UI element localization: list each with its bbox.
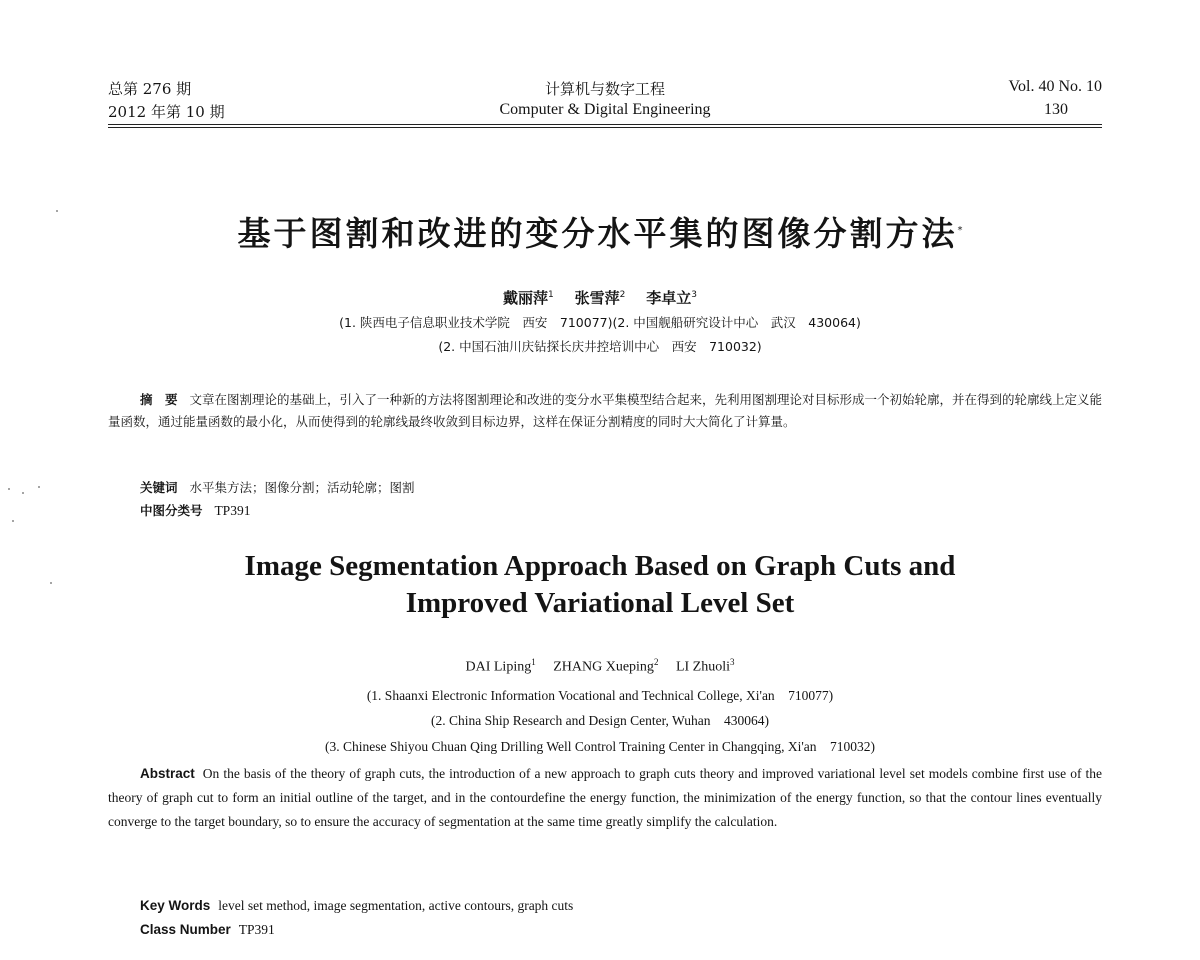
paper-title-en-line2: Improved Variational Level Set <box>405 587 795 619</box>
class-en-value: TP391 <box>238 922 275 937</box>
paper-title-cn-text: 基于图割和改进的变分水平集的图像分割方法 <box>237 214 958 253</box>
journal-title-en: Computer & Digital Engineering <box>499 101 711 118</box>
header-rule-thin <box>108 127 1102 128</box>
abstract-cn-label: 摘 要 <box>140 392 178 407</box>
keywords-en-text: level set method, image segmentation, active contours, graph cuts <box>218 898 574 913</box>
class-cn-label: 中图分类号 <box>140 503 203 518</box>
author-cn: 张雪萍 <box>574 289 620 307</box>
affiliation-en: (1. Shaanxi Electronic Information Vocational and Technical College, Xi'an 710077) <box>366 688 834 703</box>
scan-speck <box>50 582 52 584</box>
paper-title-en-line1: Image Segmentation Approach Based on Graph Cuts and <box>244 550 956 582</box>
author-en-sup: 2 <box>653 657 659 667</box>
scan-speck <box>38 486 40 488</box>
class-number-cn <box>140 501 250 519</box>
volume-number: Vol. 40 No. 10 <box>1008 78 1102 95</box>
abstract-en <box>108 762 1102 834</box>
page-number: 130 <box>1044 101 1068 118</box>
keywords-en <box>140 898 573 914</box>
scan-speck <box>8 488 10 490</box>
class-cn-value: TP391 <box>214 503 251 518</box>
header-rule <box>108 124 1102 125</box>
affiliation-cn: (1. 陕西电子信息职业技术学院 西安 710077)(2. 中国舰船研究设计中心 武汉 430064) <box>339 315 861 330</box>
affiliation-en: (2. China Ship Research and Design Center, Wuhan 430064) <box>431 713 769 728</box>
issue-year: 2012 年第 10 期 <box>108 103 225 121</box>
authors-cn <box>0 287 1200 308</box>
author-en: DAI Liping <box>465 659 532 675</box>
scan-speck <box>56 210 58 212</box>
journal-title-cn: 计算机与数字工程 <box>544 80 665 98</box>
author-cn: 戴丽萍 <box>502 289 548 307</box>
author-en-sup: 1 <box>531 657 536 667</box>
class-number-en <box>140 922 275 938</box>
authors-en <box>0 657 1200 676</box>
abstract-cn-text: 文章在图割理论的基础上，引入了一种新的方法将图割理论和改进的变分水平集模型结合起来，先利用图割理论对目标形成一个初始轮廓，并在得到的轮廓线上定义能量函数，通过能量函数的最小化，从而使得到的轮廓线最终收敛到目标边界，这样在保证分割精度的同时大大简化了计算量。 <box>108 392 1102 429</box>
scan-speck <box>12 520 14 522</box>
keywords-cn <box>140 478 414 496</box>
keywords-en-label: Key Words <box>140 898 211 913</box>
author-en-sup: 3 <box>729 657 735 667</box>
keywords-cn-text: 水平集方法；图像分割；活动轮廓；图割 <box>189 480 415 495</box>
author-en: LI Zhuoli <box>675 659 730 675</box>
abstract-cn <box>108 389 1102 433</box>
affiliation-en: (3. Chinese Shiyou Chuan Qing Drilling Well Control Training Center in Changqing, Xi'an 710032) <box>324 739 876 754</box>
scan-speck <box>22 492 24 494</box>
keywords-cn-label: 关键词 <box>140 480 178 495</box>
author-cn-sup: 2 <box>619 290 626 300</box>
class-en-label: Class Number <box>140 922 231 937</box>
author-cn-sup: 1 <box>548 290 554 300</box>
author-cn-sup: 3 <box>691 290 698 300</box>
paper-title-cn <box>0 208 1200 255</box>
title-footnote-mark: * <box>957 225 963 236</box>
abstract-en-label: Abstract <box>140 766 195 781</box>
issue-total: 总第 276 期 <box>108 80 192 98</box>
author-cn: 李卓立 <box>646 289 692 307</box>
abstract-en-text: On the basis of the theory of graph cuts, the introduction of a new approach to graph cuts theory and improved variational level set models combine first use of the theory of graph cut to form an initial outline of the target, and in the contourdefine the energy function, the minimization of the energy function, so that the contour lines eventually converge to the target boundary, so to ensure the accuracy of segmentation at the same time greatly simplify the calculation. <box>108 766 1102 829</box>
affiliation-cn: (2. 中国石油川庆钻探长庆井控培训中心 西安 710032) <box>438 339 762 354</box>
author-en: ZHANG Xueping <box>553 659 654 675</box>
paper-title-en <box>0 548 1200 622</box>
